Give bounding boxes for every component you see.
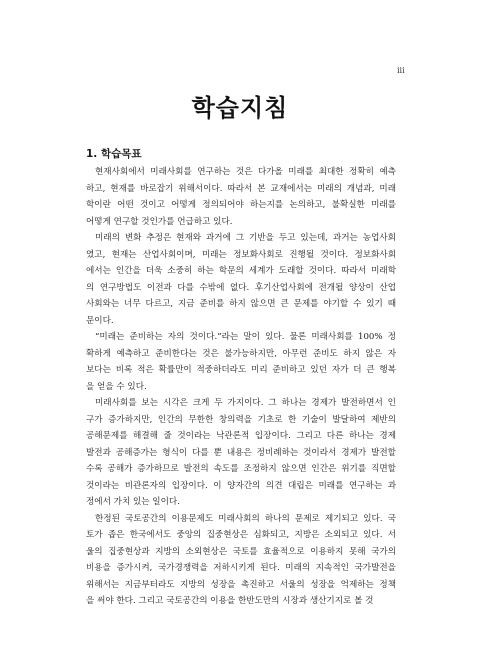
paragraph: [86, 511, 396, 610]
page-title: 학습지침: [191, 94, 289, 122]
text-line: 을 써야 한다. 그리고 국토공간의 이용을 한반도만의 시장과 생산기지로 볼 것: [86, 596, 374, 606]
paragraph: [86, 230, 396, 329]
text-line: 비용을 증가시켜, 국가경쟁력을 저하시키게 된다. 미래의 지속적인 국가발전을: [86, 563, 396, 573]
paragraph: [86, 395, 396, 511]
text-line: 위해서는 지금부터라도 지방의 성장을 촉진하고 서울의 성장을 억제하는 정책: [86, 579, 396, 590]
text-line: 하고, 현재를 바로잡기 위해서이다. 따라서 본 교재에서는 미래의 개념과, 미래: [86, 183, 396, 194]
text-line: 정에서 가치 있는 일이다.: [86, 497, 180, 507]
text-line: 한정된 국토공간의 이용문제도 미래사회의 하나의 문제로 제기되고 있다. 국: [95, 513, 396, 524]
text-line: 어떻게 연구할 것인가를 언급하고 있다.: [86, 216, 233, 227]
page-number: iii: [397, 66, 405, 75]
paragraph-container: [86, 164, 396, 610]
text-line: 미래사회를 보는 시각은 크게 두 가지이다. 그 하나는 경제가 발전하면서 인: [95, 398, 396, 408]
text-line: 문이다.: [86, 315, 114, 326]
text-line: “미래는 준비하는 자의 것이다.”라는 말이 있다. 물론 미래사회를 100% 정: [95, 332, 396, 342]
text-line: 현재사회에서 미래사회를 연구하는 것은 다가올 미래를 최대한 정확히 예측: [95, 167, 396, 177]
text-line: 발전과 공해증가는 형식이 다를 뿐 내용은 정비례하는 것이라서 경제가 발전할: [86, 447, 396, 458]
text-line: 수록 공해가 증가하므로 발전의 속도를 조정하지 않으면 인간은 위기를 직면할: [86, 464, 396, 474]
text-line: 학이란 어떤 것이고 어떻게 정의되어야 하는지를 논의하고, 불확실한 미래를: [86, 200, 396, 210]
text-line: 에서는 인간을 더욱 소중히 하는 학문의 세계가 도래할 것이다. 따라서 미래학: [86, 266, 396, 276]
text-line: 을 얻을 수 있다.: [86, 381, 147, 392]
text-line: 사회와는 너무 다르고, 지금 준비를 하지 않으면 큰 문제를 야기할 수 있기 때: [86, 299, 396, 309]
text-line: 울의 집중현상과 지방의 소외현상은 국토를 효율적으로 이용하지 못해 국가의: [86, 546, 396, 557]
text-line: 공해문제를 해결해 줄 것이라는 낙관론적 입장이다. 그리고 다른 하나는 경제: [86, 431, 396, 441]
text-line: 였고, 현재는 산업사회이며, 미래는 정보화사회로 진행될 것이다. 정보화사회: [86, 249, 396, 260]
paragraph: [86, 329, 396, 395]
text-line: 구가 증가하지만, 인간의 무한한 창의력을 기초로 한 기술이 발달하여 제반의: [86, 414, 396, 425]
section-heading: 1. 학습목표: [86, 148, 142, 160]
text-line: 확하게 예측하고 준비한다는 것은 불가능하지만, 아무런 준비도 하지 않은 자: [86, 348, 396, 359]
body-content: [86, 146, 396, 610]
paragraph: [86, 164, 396, 230]
text-line: 보다는 비록 적은 확률만이 적중하더라도 미리 준비하고 있던 자가 더 큰 행복: [86, 365, 396, 375]
text-line: 의 연구방법도 이전과 다를 수밖에 없다. 후기산업사회에 전개될 양상이 산업: [86, 282, 396, 293]
text-line: 토가 좁은 한국에서도 중앙의 집중현상은 심화되고, 지방은 소외되고 있다. 서: [86, 530, 396, 540]
text-line: 미래의 변화 추정은 현재와 과거에 그 기반을 두고 있는데, 과거는 농업사회: [95, 233, 396, 243]
text-line: 것이라는 비관론자의 입장이다. 이 양자간의 의견 대립은 미래를 연구하는 과: [86, 480, 396, 491]
